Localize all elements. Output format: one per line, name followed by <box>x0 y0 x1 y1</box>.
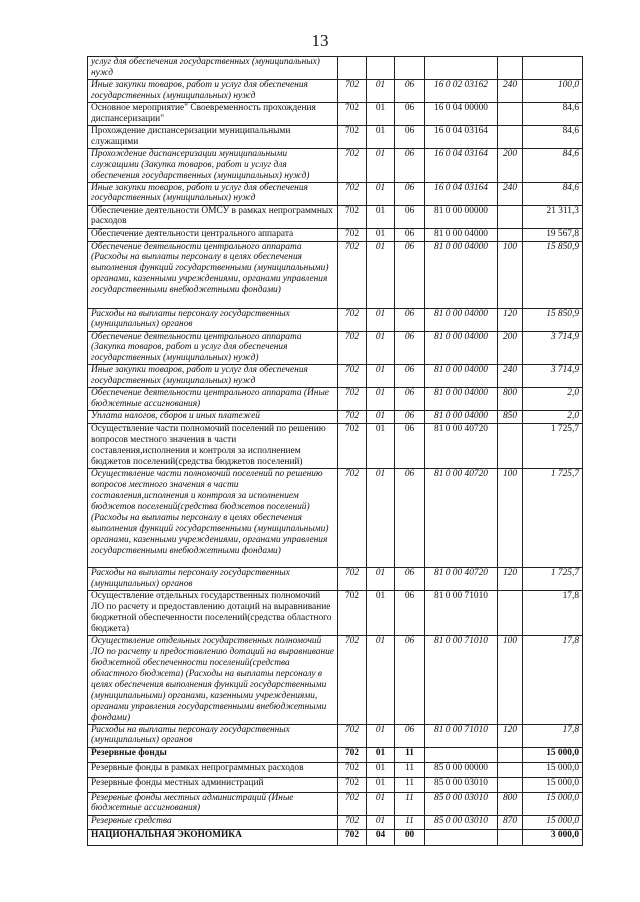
row-csr-cell: 81 0 00 04000 <box>425 241 498 308</box>
row-pr-cell: 06 <box>395 636 425 724</box>
row-pr-cell: 06 <box>395 182 425 205</box>
row-vr-cell <box>498 747 523 762</box>
row-rz-cell: 01 <box>367 777 395 792</box>
row-pr-cell: 06 <box>395 568 425 591</box>
row-csr-cell: 81 0 00 04000 <box>425 228 498 241</box>
table-row <box>88 365 583 388</box>
row-rz-cell: 01 <box>367 411 395 424</box>
row-name-cell: Уплата налогов, сборов и иных платежей <box>88 411 338 424</box>
table-row <box>88 228 583 241</box>
table-row <box>88 777 583 792</box>
row-pr-cell: 06 <box>395 79 425 102</box>
row-sum-cell: 2,0 <box>523 388 583 411</box>
row-rz-cell: 01 <box>367 762 395 777</box>
row-sum-cell: 15 000,0 <box>523 815 583 829</box>
table-row <box>88 205 583 228</box>
row-sum-cell <box>523 57 583 80</box>
row-pr-cell: 06 <box>395 205 425 228</box>
table-row <box>88 125 583 148</box>
row-name-cell: Осуществление отдельных государственных полномочий ЛО по расчету и предоставлению дотаций на выравнивание бюджетной обеспеченности поселений(средства областного бюджета) (Расходы на выплаты персоналу в целях обеспечения выполнения функций государственными (муниципальными) органами, казенными учреждениями, органами управления государственными внебюджетными фондами) <box>88 636 338 724</box>
table-row <box>88 331 583 365</box>
row-name-cell: Прохождение диспансеризации муниципальными служащими (Закупка товаров, работ и услуг для обеспечения государственных (муниципальных) нужд) <box>88 148 338 182</box>
row-rz-cell: 01 <box>367 205 395 228</box>
row-csr-cell: 85 0 00 03010 <box>425 777 498 792</box>
row-rz-cell: 01 <box>367 591 395 636</box>
row-name-cell: Иные закупки товаров, работ и услуг для обеспечения государственных (муниципальных) нужд <box>88 79 338 102</box>
row-rz-cell: 01 <box>367 636 395 724</box>
table-row <box>88 792 583 815</box>
row-csr-cell: 85 0 00 00000 <box>425 762 498 777</box>
row-sum-cell: 84,6 <box>523 182 583 205</box>
row-name-cell: Обеспечение деятельности центрального аппарата (Иные бюджетные ассигнования) <box>88 388 338 411</box>
row-ved-cell: 702 <box>338 762 367 777</box>
row-sum-cell: 3 714,9 <box>523 331 583 365</box>
row-pr-cell: 06 <box>395 469 425 568</box>
row-name-cell: Осуществление части полномочий поселений по решению вопросов местного значения в части составления,исполнения и контроля за исполнением бюджетов поселений(средства бюджетов поселений) (Расходы на выплаты персоналу в целях обеспечения выполнения функций государственными (муниципальными) органами, казенными учреждениями, органами управления государственными внебюджетными фондами) <box>88 469 338 568</box>
row-rz-cell: 01 <box>367 568 395 591</box>
row-csr-cell: 16 0 04 03164 <box>425 125 498 148</box>
table-row <box>88 591 583 636</box>
row-rz-cell: 01 <box>367 308 395 331</box>
row-ved-cell: 702 <box>338 636 367 724</box>
row-ved-cell: 702 <box>338 388 367 411</box>
row-rz-cell: 01 <box>367 125 395 148</box>
row-pr-cell: 06 <box>395 411 425 424</box>
row-sum-cell: 15 000,0 <box>523 792 583 815</box>
row-vr-cell <box>498 829 523 845</box>
row-csr-cell <box>425 747 498 762</box>
row-ved-cell: 702 <box>338 411 367 424</box>
row-rz-cell: 01 <box>367 79 395 102</box>
row-vr-cell <box>498 762 523 777</box>
row-csr-cell: 16 0 04 00000 <box>425 102 498 125</box>
row-ved-cell: 702 <box>338 228 367 241</box>
row-pr-cell: 06 <box>395 102 425 125</box>
table-row <box>88 57 583 80</box>
row-sum-cell: 15 850,9 <box>523 308 583 331</box>
row-sum-cell: 84,6 <box>523 125 583 148</box>
table-row <box>88 469 583 568</box>
row-name-cell: Резервные фонды местных администраций (Иные бюджетные ассигнования) <box>88 792 338 815</box>
row-rz-cell: 01 <box>367 365 395 388</box>
row-vr-cell <box>498 777 523 792</box>
row-pr-cell: 06 <box>395 125 425 148</box>
row-name-cell: Осуществление части полномочий поселений по решению вопросов местного значения в части составления,исполнения и контроля за исполнением бюджетов поселений(средства бюджетов поселений) <box>88 424 338 469</box>
row-name-cell: Прохождение диспансеризации муниципальными служащими <box>88 125 338 148</box>
row-pr-cell: 11 <box>395 815 425 829</box>
row-sum-cell: 84,6 <box>523 102 583 125</box>
row-pr-cell: 11 <box>395 762 425 777</box>
row-vr-cell <box>498 228 523 241</box>
table-row <box>88 182 583 205</box>
table-row <box>88 829 583 845</box>
row-ved-cell: 702 <box>338 308 367 331</box>
row-name-cell: Обеспечение деятельности центрального аппарата (Закупка товаров, работ и услуг для обеспечения государственных (муниципальных) нужд) <box>88 331 338 365</box>
row-csr-cell: 81 0 00 40720 <box>425 424 498 469</box>
row-pr-cell: 06 <box>395 308 425 331</box>
row-sum-cell: 17,8 <box>523 636 583 724</box>
row-vr-cell: 100 <box>498 241 523 308</box>
row-csr-cell: 81 0 00 71010 <box>425 724 498 747</box>
row-rz-cell: 01 <box>367 792 395 815</box>
row-ved-cell: 702 <box>338 469 367 568</box>
row-rz-cell: 01 <box>367 469 395 568</box>
row-sum-cell: 15 850,9 <box>523 241 583 308</box>
row-name-cell: Резервные фонды <box>88 747 338 762</box>
row-pr-cell: 11 <box>395 747 425 762</box>
table-row <box>88 724 583 747</box>
table-row <box>88 241 583 308</box>
row-rz-cell: 01 <box>367 747 395 762</box>
row-csr-cell: 81 0 00 04000 <box>425 411 498 424</box>
table-row <box>88 148 583 182</box>
page-number: 13 <box>311 31 329 50</box>
row-sum-cell: 15 000,0 <box>523 762 583 777</box>
row-pr-cell: 06 <box>395 331 425 365</box>
table-row <box>88 79 583 102</box>
row-name-cell: Обеспечение деятельности ОМСУ в рамках непрограммных расходов <box>88 205 338 228</box>
row-name-cell: Расходы на выплаты персоналу государственных (муниципальных) органов <box>88 568 338 591</box>
row-ved-cell: 702 <box>338 241 367 308</box>
row-rz-cell: 01 <box>367 331 395 365</box>
row-sum-cell: 15 000,0 <box>523 777 583 792</box>
row-csr-cell: 81 0 00 04000 <box>425 365 498 388</box>
row-name-cell: Обеспечение деятельности центрального аппарата <box>88 228 338 241</box>
row-ved-cell: 702 <box>338 79 367 102</box>
row-pr-cell: 06 <box>395 148 425 182</box>
row-ved-cell: 702 <box>338 205 367 228</box>
row-ved-cell <box>338 57 367 80</box>
row-vr-cell: 240 <box>498 182 523 205</box>
row-csr-cell: 81 0 00 00000 <box>425 205 498 228</box>
row-vr-cell: 800 <box>498 388 523 411</box>
row-rz-cell: 01 <box>367 424 395 469</box>
row-csr-cell: 81 0 00 71010 <box>425 591 498 636</box>
row-csr-cell: 16 0 04 03164 <box>425 148 498 182</box>
row-name-cell: НАЦИОНАЛЬНАЯ ЭКОНОМИКА <box>88 829 338 845</box>
row-sum-cell: 3 000,0 <box>523 829 583 845</box>
row-ved-cell: 702 <box>338 182 367 205</box>
row-rz-cell: 01 <box>367 102 395 125</box>
row-ved-cell: 702 <box>338 125 367 148</box>
row-pr-cell: 06 <box>395 365 425 388</box>
row-name-cell: Расходы на выплаты персоналу государственных (муниципальных) органов <box>88 308 338 331</box>
row-vr-cell <box>498 57 523 80</box>
row-sum-cell: 17,8 <box>523 591 583 636</box>
budget-table <box>87 56 583 846</box>
row-csr-cell: 16 0 04 03164 <box>425 182 498 205</box>
row-ved-cell: 702 <box>338 331 367 365</box>
row-pr-cell: 06 <box>395 724 425 747</box>
table-row <box>88 424 583 469</box>
row-pr-cell: 11 <box>395 792 425 815</box>
row-pr-cell: 06 <box>395 241 425 308</box>
table-row <box>88 388 583 411</box>
row-vr-cell <box>498 424 523 469</box>
row-pr-cell: 11 <box>395 777 425 792</box>
row-pr-cell: 06 <box>395 228 425 241</box>
row-vr-cell: 800 <box>498 792 523 815</box>
row-ved-cell: 702 <box>338 815 367 829</box>
row-sum-cell: 84,6 <box>523 148 583 182</box>
row-name-cell: услуг для обеспечения государственных (муниципальных) нужд <box>88 57 338 80</box>
row-name-cell: Резервные фонды местных администраций <box>88 777 338 792</box>
row-rz-cell: 01 <box>367 182 395 205</box>
row-name-cell: Расходы на выплаты персоналу государственных (муниципальных) органов <box>88 724 338 747</box>
table-row <box>88 411 583 424</box>
table-row <box>88 815 583 829</box>
row-sum-cell: 19 567,8 <box>523 228 583 241</box>
row-vr-cell: 200 <box>498 331 523 365</box>
row-name-cell: Резервные фонды в рамках непрограммных расходов <box>88 762 338 777</box>
row-csr-cell: 81 0 00 71010 <box>425 636 498 724</box>
row-pr-cell <box>395 57 425 80</box>
row-csr-cell: 81 0 00 40720 <box>425 568 498 591</box>
row-pr-cell: 00 <box>395 829 425 845</box>
row-rz-cell: 01 <box>367 148 395 182</box>
row-sum-cell: 21 311,3 <box>523 205 583 228</box>
row-vr-cell: 120 <box>498 568 523 591</box>
row-vr-cell: 100 <box>498 636 523 724</box>
row-csr-cell: 16 0 02 03162 <box>425 79 498 102</box>
row-ved-cell: 702 <box>338 424 367 469</box>
row-csr-cell: 85 0 00 03010 <box>425 792 498 815</box>
row-rz-cell <box>367 57 395 80</box>
row-vr-cell: 850 <box>498 411 523 424</box>
budget-table-body <box>88 57 583 846</box>
row-csr-cell: 85 0 00 03010 <box>425 815 498 829</box>
row-pr-cell: 06 <box>395 424 425 469</box>
row-vr-cell <box>498 125 523 148</box>
row-rz-cell: 01 <box>367 815 395 829</box>
row-ved-cell: 702 <box>338 792 367 815</box>
row-pr-cell: 06 <box>395 388 425 411</box>
row-ved-cell: 702 <box>338 568 367 591</box>
row-csr-cell: 81 0 00 40720 <box>425 469 498 568</box>
row-vr-cell <box>498 102 523 125</box>
row-csr-cell: 81 0 00 04000 <box>425 308 498 331</box>
row-ved-cell: 702 <box>338 148 367 182</box>
row-csr-cell <box>425 57 498 80</box>
row-vr-cell: 870 <box>498 815 523 829</box>
row-vr-cell: 100 <box>498 469 523 568</box>
row-pr-cell: 06 <box>395 591 425 636</box>
table-row <box>88 762 583 777</box>
table-row <box>88 308 583 331</box>
row-csr-cell <box>425 829 498 845</box>
row-vr-cell: 240 <box>498 79 523 102</box>
row-ved-cell: 702 <box>338 591 367 636</box>
row-name-cell: Резервные средства <box>88 815 338 829</box>
row-vr-cell: 200 <box>498 148 523 182</box>
table-row <box>88 102 583 125</box>
row-vr-cell: 120 <box>498 308 523 331</box>
row-sum-cell: 17,8 <box>523 724 583 747</box>
row-vr-cell <box>498 205 523 228</box>
row-ved-cell: 702 <box>338 777 367 792</box>
table-row <box>88 636 583 724</box>
row-csr-cell: 81 0 00 04000 <box>425 388 498 411</box>
row-name-cell: Иные закупки товаров, работ и услуг для обеспечения государственных (муниципальных) нужд <box>88 182 338 205</box>
row-sum-cell: 1 725,7 <box>523 469 583 568</box>
row-name-cell: Иные закупки товаров, работ и услуг для обеспечения государственных (муниципальных) нужд <box>88 365 338 388</box>
row-vr-cell: 240 <box>498 365 523 388</box>
row-sum-cell: 100,0 <box>523 79 583 102</box>
row-rz-cell: 01 <box>367 241 395 308</box>
row-sum-cell: 1 725,7 <box>523 568 583 591</box>
row-rz-cell: 01 <box>367 388 395 411</box>
row-vr-cell <box>498 591 523 636</box>
row-vr-cell: 120 <box>498 724 523 747</box>
row-ved-cell: 702 <box>338 829 367 845</box>
row-rz-cell: 01 <box>367 228 395 241</box>
row-sum-cell: 1 725,7 <box>523 424 583 469</box>
row-name-cell: Осуществление отдельных государственных полномочий ЛО по расчету и предоставлению дотаций на выравнивание бюджетной обеспеченности поселений(средства областного бюджета) <box>88 591 338 636</box>
row-name-cell: Основное мероприятие" Своевременность прохождения диспансеризации" <box>88 102 338 125</box>
row-sum-cell: 2,0 <box>523 411 583 424</box>
row-name-cell: Обеспечение деятельности центрального аппарата (Расходы на выплаты персоналу в целях обеспечения выполнения функций государственными (муниципальными) органами, казенными учреждениями, органами управления государственными внебюджетными фондами) <box>88 241 338 308</box>
row-sum-cell: 3 714,9 <box>523 365 583 388</box>
row-csr-cell: 81 0 00 04000 <box>425 331 498 365</box>
row-sum-cell: 15 000,0 <box>523 747 583 762</box>
table-row <box>88 747 583 762</box>
table-row <box>88 568 583 591</box>
row-ved-cell: 702 <box>338 102 367 125</box>
row-rz-cell: 04 <box>367 829 395 845</box>
row-ved-cell: 702 <box>338 365 367 388</box>
row-ved-cell: 702 <box>338 724 367 747</box>
row-ved-cell: 702 <box>338 747 367 762</box>
row-rz-cell: 01 <box>367 724 395 747</box>
